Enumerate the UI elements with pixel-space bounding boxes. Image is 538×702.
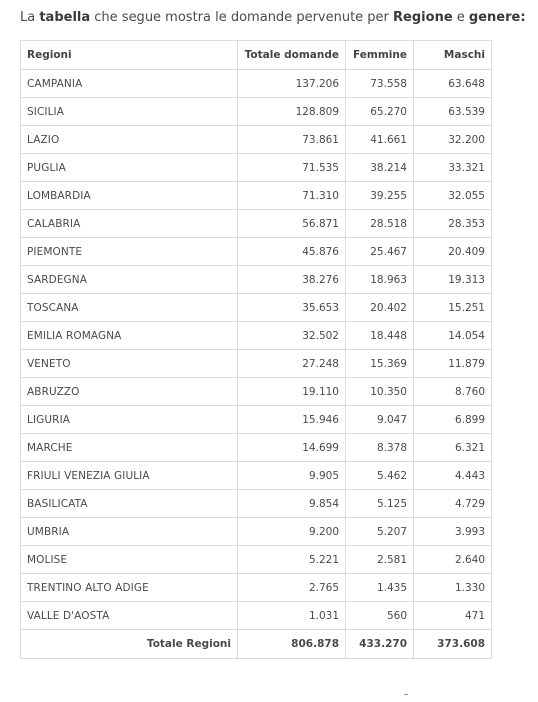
cell-maschi: 28.353 (414, 210, 492, 238)
cell-femmine: 18.448 (346, 322, 414, 350)
header-regioni: Regioni (21, 41, 238, 70)
cell-totale: 38.276 (238, 266, 346, 294)
cell-totale: 137.206 (238, 70, 346, 98)
cell-femmine: 15.369 (346, 350, 414, 378)
cell-femmine: 5.462 (346, 462, 414, 490)
cell-maschi: 32.055 (414, 182, 492, 210)
cell-maschi: 1.330 (414, 574, 492, 602)
cell-regione: MOLISE (21, 546, 238, 574)
cell-femmine: 18.963 (346, 266, 414, 294)
total-femmine: 433.270 (346, 630, 414, 659)
cell-totale: 15.946 (238, 406, 346, 434)
cell-maschi: 11.879 (414, 350, 492, 378)
cell-totale: 71.535 (238, 154, 346, 182)
cell-regione: VENETO (21, 350, 238, 378)
intro-bold-genere: genere: (468, 10, 526, 25)
intro-part-1: La (20, 10, 40, 25)
table-row (21, 434, 492, 462)
cell-maschi: 63.539 (414, 98, 492, 126)
cell-maschi: 6.321 (414, 434, 492, 462)
cell-femmine: 10.350 (346, 378, 414, 406)
cell-maschi: 6.899 (414, 406, 492, 434)
cell-maschi: 20.409 (414, 238, 492, 266)
cell-totale: 45.876 (238, 238, 346, 266)
cell-regione: TOSCANA (21, 294, 238, 322)
cell-regione: EMILIA ROMAGNA (21, 322, 238, 350)
table-row (21, 546, 492, 574)
total-row (21, 630, 492, 659)
cell-maschi: 14.054 (414, 322, 492, 350)
table-body (21, 70, 492, 630)
table-row (21, 406, 492, 434)
cell-totale: 71.310 (238, 182, 346, 210)
cell-maschi: 4.729 (414, 490, 492, 518)
cell-totale: 19.110 (238, 378, 346, 406)
cell-regione: SICILIA (21, 98, 238, 126)
table-row (21, 266, 492, 294)
table-row (21, 154, 492, 182)
header-femmine: Femmine (346, 41, 414, 70)
cell-maschi: 8.760 (414, 378, 492, 406)
cell-femmine: 25.467 (346, 238, 414, 266)
cell-regione: VALLE D'AOSTA (21, 602, 238, 630)
table-header (21, 41, 492, 70)
table-row (21, 70, 492, 98)
header-totale-domande: Totale domande (238, 41, 346, 70)
cell-totale: 9.854 (238, 490, 346, 518)
table-row (21, 182, 492, 210)
cell-regione: CALABRIA (21, 210, 238, 238)
divider-mark (404, 694, 408, 695)
cell-maschi: 19.313 (414, 266, 492, 294)
cell-maschi: 4.443 (414, 462, 492, 490)
cell-totale: 35.653 (238, 294, 346, 322)
table-row (21, 294, 492, 322)
cell-regione: BASILICATA (21, 490, 238, 518)
cell-maschi: 2.640 (414, 546, 492, 574)
table-row (21, 322, 492, 350)
table-row (21, 350, 492, 378)
table-row (21, 518, 492, 546)
header-maschi: Maschi (414, 41, 492, 70)
table-row (21, 490, 492, 518)
cell-femmine: 65.270 (346, 98, 414, 126)
cell-femmine: 39.255 (346, 182, 414, 210)
intro-part-3: e (452, 10, 469, 25)
table-row (21, 462, 492, 490)
cell-totale: 128.809 (238, 98, 346, 126)
cell-regione: UMBRIA (21, 518, 238, 546)
cell-femmine: 20.402 (346, 294, 414, 322)
cell-maschi: 15.251 (414, 294, 492, 322)
cell-femmine: 41.661 (346, 126, 414, 154)
cell-regione: MARCHE (21, 434, 238, 462)
cell-totale: 9.200 (238, 518, 346, 546)
cell-maschi: 3.993 (414, 518, 492, 546)
cell-totale: 27.248 (238, 350, 346, 378)
cell-totale: 1.031 (238, 602, 346, 630)
cell-regione: PUGLIA (21, 154, 238, 182)
cell-regione: FRIULI VENEZIA GIULIA (21, 462, 238, 490)
cell-totale: 56.871 (238, 210, 346, 238)
cell-femmine: 5.207 (346, 518, 414, 546)
table-row (21, 98, 492, 126)
table-footer (21, 630, 492, 659)
total-maschi: 373.608 (414, 630, 492, 659)
cell-regione: LOMBARDIA (21, 182, 238, 210)
cell-femmine: 73.558 (346, 70, 414, 98)
cell-regione: PIEMONTE (21, 238, 238, 266)
cell-maschi: 33.321 (414, 154, 492, 182)
table-row (21, 238, 492, 266)
intro-bold-regione: Regione (393, 10, 453, 25)
table-row (21, 126, 492, 154)
table-row (21, 574, 492, 602)
cell-totale: 73.861 (238, 126, 346, 154)
table-row (21, 210, 492, 238)
table-row (21, 378, 492, 406)
total-domande: 806.878 (238, 630, 346, 659)
cell-maschi: 32.200 (414, 126, 492, 154)
intro-text (20, 9, 530, 27)
cell-regione: LAZIO (21, 126, 238, 154)
cell-femmine: 1.435 (346, 574, 414, 602)
header-row (21, 41, 492, 70)
cell-femmine: 38.214 (346, 154, 414, 182)
cell-femmine: 9.047 (346, 406, 414, 434)
cell-regione: SARDEGNA (21, 266, 238, 294)
cell-femmine: 2.581 (346, 546, 414, 574)
cell-totale: 2.765 (238, 574, 346, 602)
cell-maschi: 63.648 (414, 70, 492, 98)
intro-part-2: che segue mostra le domande pervenute per (90, 10, 394, 25)
cell-totale: 9.905 (238, 462, 346, 490)
cell-femmine: 8.378 (346, 434, 414, 462)
cell-totale: 5.221 (238, 546, 346, 574)
cell-regione: TRENTINO ALTO ADIGE (21, 574, 238, 602)
domande-table (20, 40, 492, 659)
cell-femmine: 5.125 (346, 490, 414, 518)
intro-bold-tabella: tabella (39, 10, 91, 25)
cell-maschi: 471 (414, 602, 492, 630)
cell-totale: 14.699 (238, 434, 346, 462)
cell-totale: 32.502 (238, 322, 346, 350)
cell-femmine: 28.518 (346, 210, 414, 238)
cell-regione: CAMPANIA (21, 70, 238, 98)
cell-regione: LIGURIA (21, 406, 238, 434)
cell-regione: ABRUZZO (21, 378, 238, 406)
cell-femmine: 560 (346, 602, 414, 630)
total-label: Totale Regioni (21, 630, 238, 659)
table-row (21, 602, 492, 630)
